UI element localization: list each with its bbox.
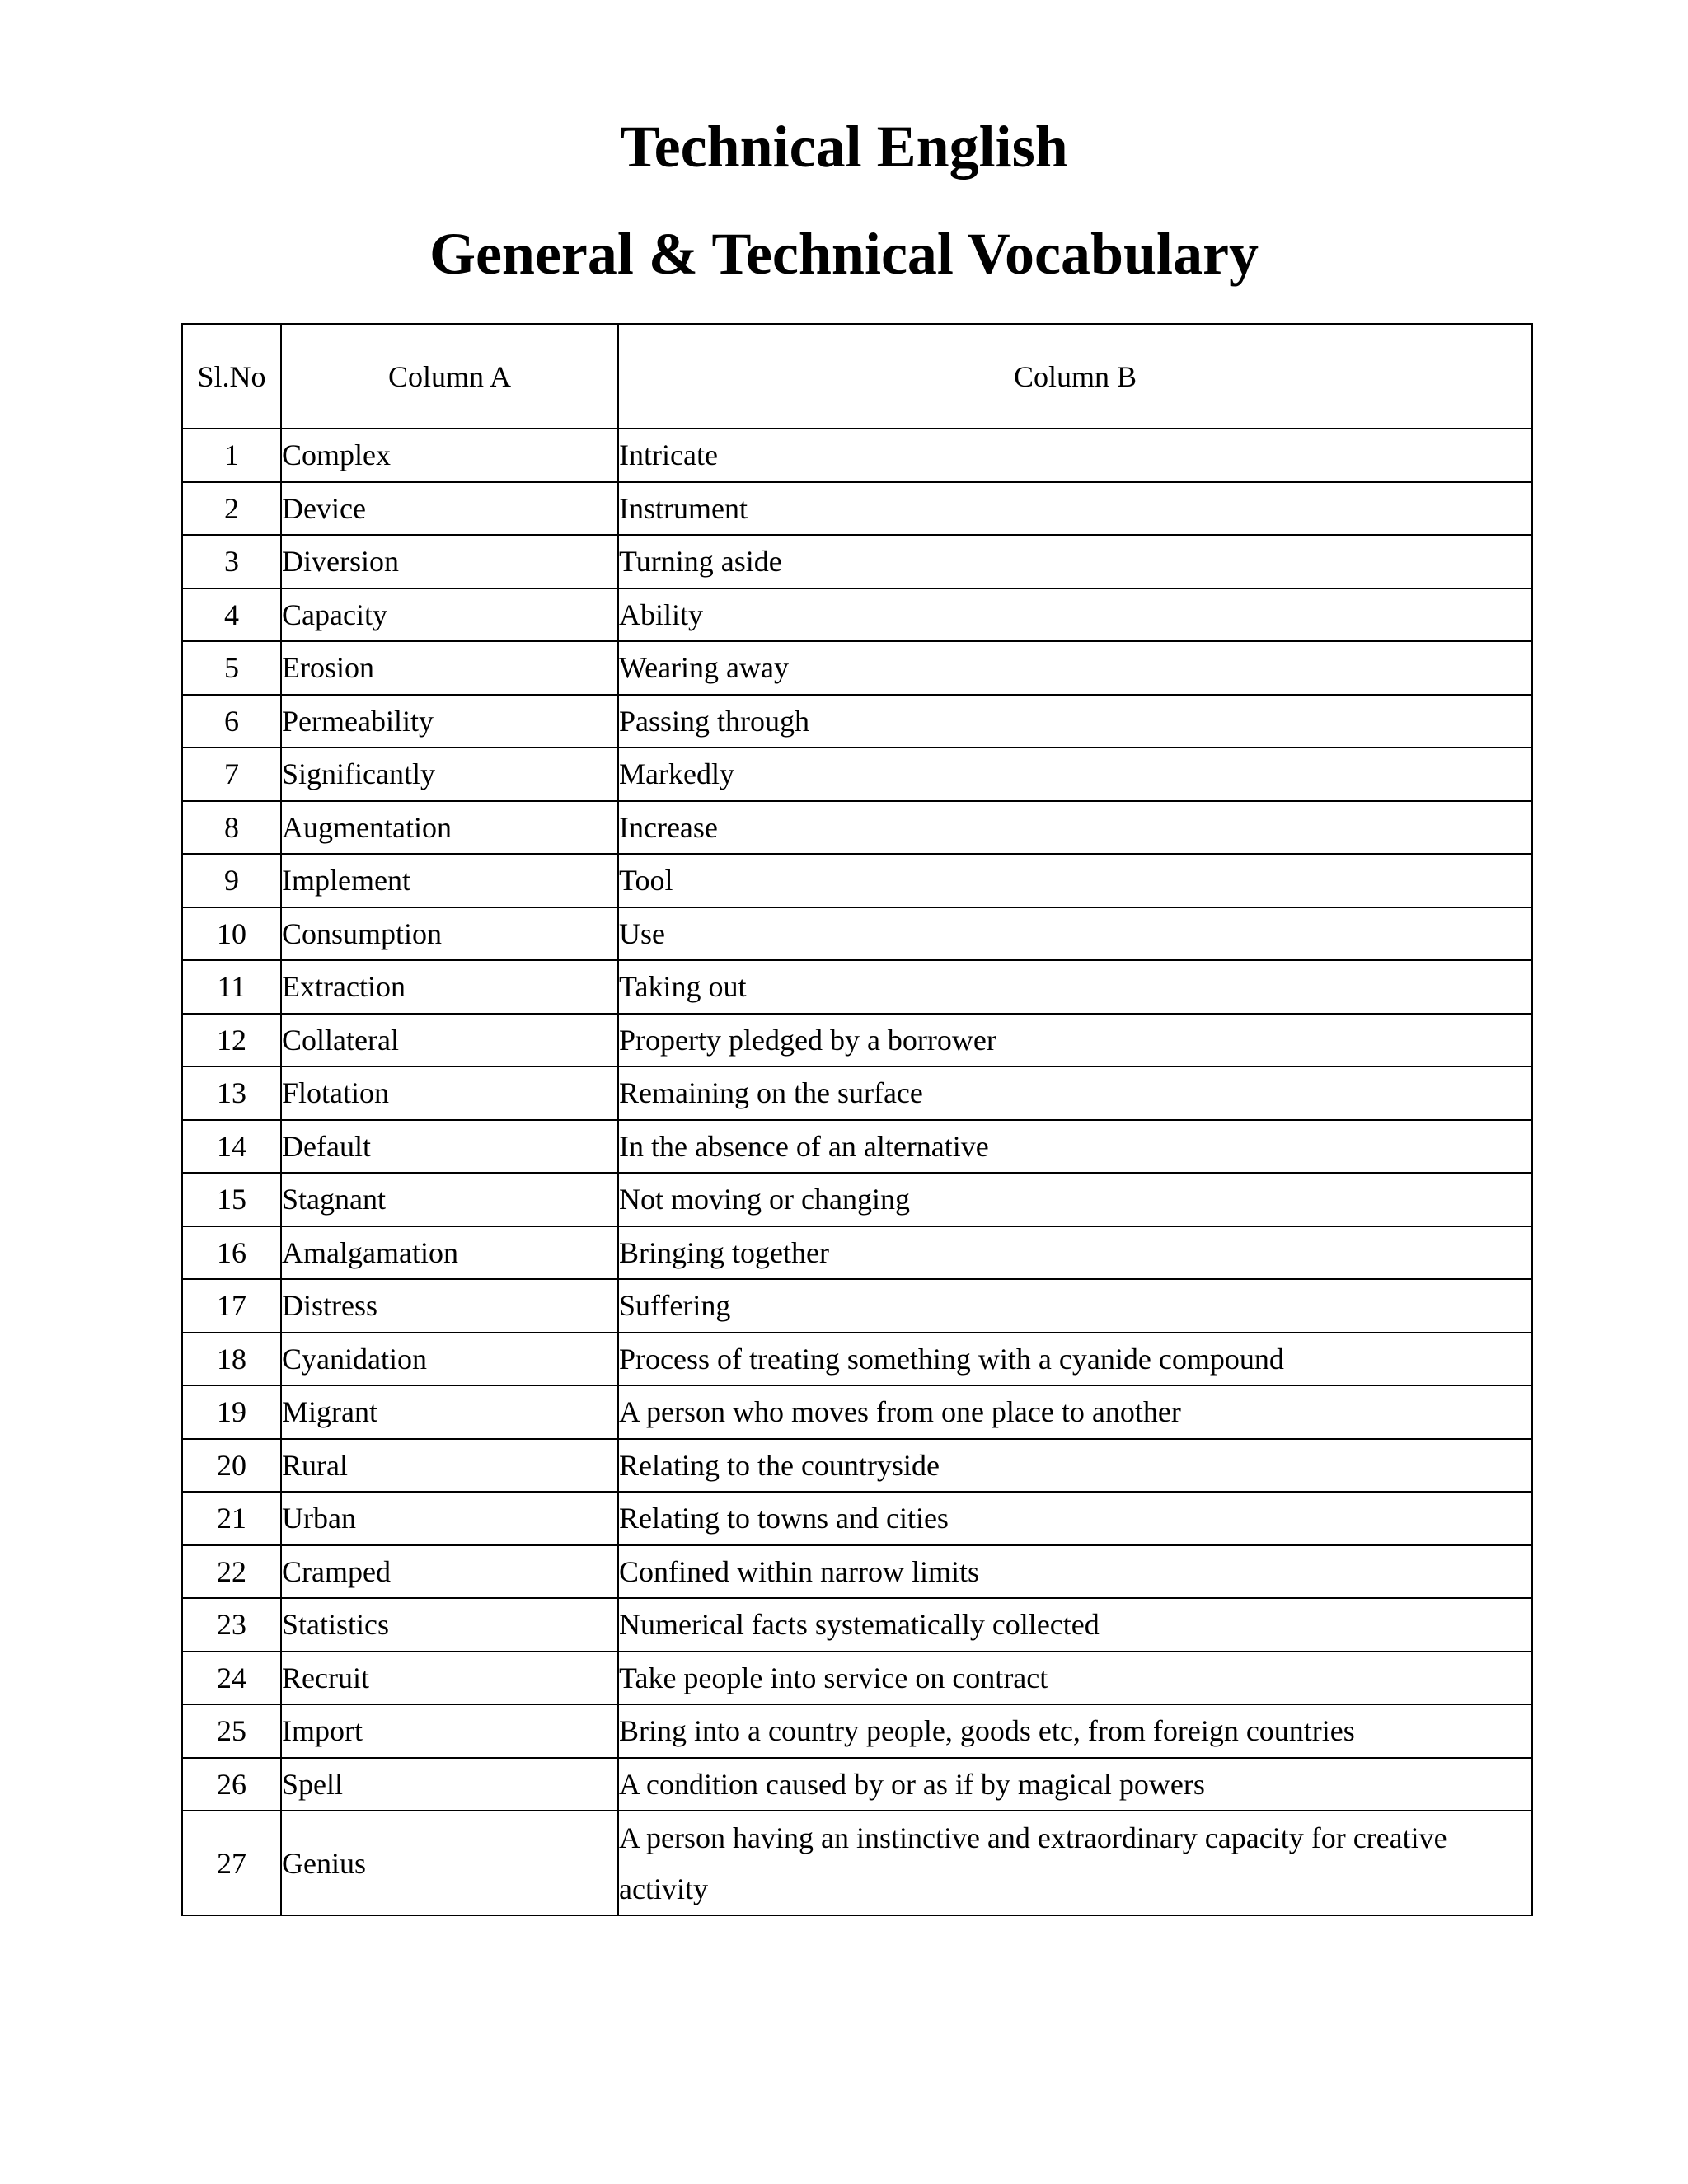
- column-b-cell: Property pledged by a borrower: [618, 1014, 1532, 1067]
- column-b-cell: Passing through: [618, 695, 1532, 748]
- column-a-cell: Augmentation: [281, 801, 618, 855]
- table-row: [182, 482, 1532, 536]
- column-b-cell: Not moving or changing: [618, 1173, 1532, 1226]
- row-number-cell: 17: [182, 1279, 281, 1333]
- table-row: [182, 1279, 1532, 1333]
- row-number-cell: 2: [182, 482, 281, 536]
- column-a-cell: Rural: [281, 1439, 618, 1493]
- column-a-cell: Statistics: [281, 1598, 618, 1652]
- row-number-cell: 6: [182, 695, 281, 748]
- column-a-cell: Consumption: [281, 907, 618, 961]
- column-b-cell: Increase: [618, 801, 1532, 855]
- table-row: [182, 748, 1532, 801]
- row-number-cell: 16: [182, 1226, 281, 1280]
- header-column-b: Column B: [618, 324, 1532, 429]
- column-a-cell: Spell: [281, 1758, 618, 1811]
- row-number-cell: 1: [182, 429, 281, 482]
- row-number-cell: 21: [182, 1492, 281, 1545]
- row-number-cell: 20: [182, 1439, 281, 1493]
- column-b-cell: Wearing away: [618, 641, 1532, 695]
- document-title: Technical English: [620, 114, 1068, 180]
- row-number-cell: 15: [182, 1173, 281, 1226]
- table-row: [182, 1704, 1532, 1758]
- column-b-cell: Process of treating something with a cyanide compound: [618, 1333, 1532, 1386]
- document-subtitle: General & Technical Vocabulary: [429, 221, 1259, 287]
- table-row: [182, 1811, 1532, 1915]
- row-number-cell: 22: [182, 1545, 281, 1599]
- column-b-cell: Instrument: [618, 482, 1532, 536]
- table-row: [182, 535, 1532, 588]
- column-b-cell: Bringing together: [618, 1226, 1532, 1280]
- column-b-cell: Bring into a country people, goods etc, from foreign countries: [618, 1704, 1532, 1758]
- row-number-cell: 25: [182, 1704, 281, 1758]
- column-a-cell: Extraction: [281, 960, 618, 1014]
- table-row: [182, 695, 1532, 748]
- row-number-cell: 8: [182, 801, 281, 855]
- column-b-cell: Suffering: [618, 1279, 1532, 1333]
- table-row: [182, 1545, 1532, 1599]
- column-b-cell: Use: [618, 907, 1532, 961]
- column-b-cell: Markedly: [618, 748, 1532, 801]
- column-b-cell: A person who moves from one place to another: [618, 1385, 1532, 1439]
- column-b-cell: In the absence of an alternative: [618, 1120, 1532, 1174]
- table-row: [182, 1758, 1532, 1811]
- column-a-cell: Collateral: [281, 1014, 618, 1067]
- table-body: [182, 429, 1532, 1915]
- column-a-cell: Genius: [281, 1811, 618, 1915]
- column-a-cell: Device: [281, 482, 618, 536]
- column-b-cell: Take people into service on contract: [618, 1652, 1532, 1705]
- column-a-cell: Permeability: [281, 695, 618, 748]
- column-b-cell: Tool: [618, 854, 1532, 907]
- column-b-cell: Relating to towns and cities: [618, 1492, 1532, 1545]
- column-b-cell: Taking out: [618, 960, 1532, 1014]
- column-a-cell: Migrant: [281, 1385, 618, 1439]
- row-number-cell: 14: [182, 1120, 281, 1174]
- column-b-cell: A person having an instinctive and extraordinary capacity for creative activity: [618, 1811, 1532, 1915]
- column-a-cell: Default: [281, 1120, 618, 1174]
- table-row: [182, 801, 1532, 855]
- column-a-cell: Implement: [281, 854, 618, 907]
- table-row: [182, 1014, 1532, 1067]
- column-b-cell: Remaining on the surface: [618, 1066, 1532, 1120]
- table-row: [182, 1439, 1532, 1493]
- table-row: [182, 1226, 1532, 1280]
- row-number-cell: 3: [182, 535, 281, 588]
- table-row: [182, 588, 1532, 642]
- column-a-cell: Flotation: [281, 1066, 618, 1120]
- column-a-cell: Cyanidation: [281, 1333, 618, 1386]
- vocabulary-table: [181, 323, 1533, 1916]
- row-number-cell: 10: [182, 907, 281, 961]
- row-number-cell: 27: [182, 1811, 281, 1915]
- table-row: [182, 1385, 1532, 1439]
- header-sl-no: Sl.No: [182, 324, 281, 429]
- row-number-cell: 9: [182, 854, 281, 907]
- header-column-a: Column A: [281, 324, 618, 429]
- table-row: [182, 1173, 1532, 1226]
- column-b-cell: A condition caused by or as if by magical powers: [618, 1758, 1532, 1811]
- row-number-cell: 7: [182, 748, 281, 801]
- column-a-cell: Cramped: [281, 1545, 618, 1599]
- table-row: [182, 1333, 1532, 1386]
- row-number-cell: 19: [182, 1385, 281, 1439]
- column-a-cell: Significantly: [281, 748, 618, 801]
- column-b-cell: Intricate: [618, 429, 1532, 482]
- row-number-cell: 5: [182, 641, 281, 695]
- table-row: [182, 1120, 1532, 1174]
- column-a-cell: Complex: [281, 429, 618, 482]
- column-a-cell: Import: [281, 1704, 618, 1758]
- column-b-cell: Ability: [618, 588, 1532, 642]
- table-row: [182, 1066, 1532, 1120]
- row-number-cell: 23: [182, 1598, 281, 1652]
- column-b-cell: Turning aside: [618, 535, 1532, 588]
- table-row: [182, 1598, 1532, 1652]
- table-header-row: [182, 324, 1532, 429]
- table-row: [182, 960, 1532, 1014]
- row-number-cell: 13: [182, 1066, 281, 1120]
- column-a-cell: Diversion: [281, 535, 618, 588]
- table-row: [182, 1652, 1532, 1705]
- row-number-cell: 24: [182, 1652, 281, 1705]
- row-number-cell: 26: [182, 1758, 281, 1811]
- table-row: [182, 429, 1532, 482]
- column-b-cell: Confined within narrow limits: [618, 1545, 1532, 1599]
- column-a-cell: Recruit: [281, 1652, 618, 1705]
- column-a-cell: Urban: [281, 1492, 618, 1545]
- column-a-cell: Capacity: [281, 588, 618, 642]
- row-number-cell: 11: [182, 960, 281, 1014]
- row-number-cell: 12: [182, 1014, 281, 1067]
- row-number-cell: 4: [182, 588, 281, 642]
- table-row: [182, 854, 1532, 907]
- column-a-cell: Amalgamation: [281, 1226, 618, 1280]
- row-number-cell: 18: [182, 1333, 281, 1386]
- column-a-cell: Distress: [281, 1279, 618, 1333]
- table-row: [182, 1492, 1532, 1545]
- table-row: [182, 907, 1532, 961]
- column-a-cell: Stagnant: [281, 1173, 618, 1226]
- column-b-cell: Numerical facts systematically collected: [618, 1598, 1532, 1652]
- column-b-cell: Relating to the countryside: [618, 1439, 1532, 1493]
- column-a-cell: Erosion: [281, 641, 618, 695]
- table-row: [182, 641, 1532, 695]
